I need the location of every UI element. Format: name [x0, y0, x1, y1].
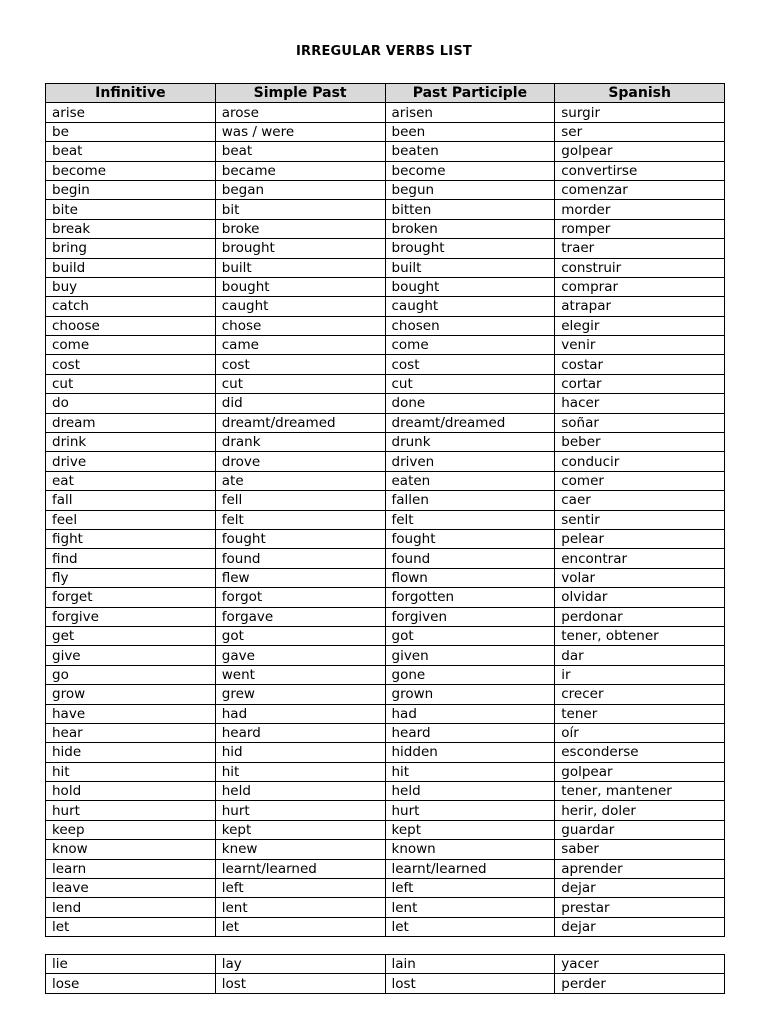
table-row [46, 646, 725, 665]
cell-past-participle: forgiven [385, 607, 555, 626]
cell-spanish: beber [555, 433, 725, 452]
cell-infinitive: be [46, 122, 216, 141]
cell-spanish: venir [555, 336, 725, 355]
header-simple-past: Simple Past [215, 84, 385, 103]
cell-simple-past: broke [215, 219, 385, 238]
cell-simple-past: beat [215, 142, 385, 161]
cell-spanish: guardar [555, 820, 725, 839]
table-row [46, 510, 725, 529]
cell-infinitive: arise [46, 103, 216, 122]
cell-spanish: traer [555, 239, 725, 258]
cell-simple-past: bit [215, 200, 385, 219]
cell-past-participle: done [385, 394, 555, 413]
cell-past-participle: fallen [385, 491, 555, 510]
table-row [46, 394, 725, 413]
table-row [46, 743, 725, 762]
cell-simple-past: lost [215, 974, 385, 993]
cell-past-participle: held [385, 782, 555, 801]
cell-infinitive: forget [46, 588, 216, 607]
cell-simple-past: drank [215, 433, 385, 452]
table-row [46, 549, 725, 568]
cell-simple-past: lent [215, 898, 385, 917]
cell-infinitive: hold [46, 782, 216, 801]
cell-infinitive: get [46, 626, 216, 645]
table-row [46, 239, 725, 258]
cell-simple-past: learnt/learned [215, 859, 385, 878]
table-row [46, 471, 725, 490]
table-row [46, 103, 725, 122]
cell-infinitive: cut [46, 374, 216, 393]
cell-simple-past: gave [215, 646, 385, 665]
cell-past-participle: become [385, 161, 555, 180]
cell-spanish: hacer [555, 394, 725, 413]
cell-past-participle: hit [385, 762, 555, 781]
cell-spanish: yacer [555, 955, 725, 974]
cell-spanish: morder [555, 200, 725, 219]
cell-infinitive: hear [46, 723, 216, 742]
cell-infinitive: leave [46, 879, 216, 898]
cell-infinitive: drive [46, 452, 216, 471]
cell-spanish: aprender [555, 859, 725, 878]
cell-spanish: prestar [555, 898, 725, 917]
cell-past-participle: lost [385, 974, 555, 993]
table-row [46, 316, 725, 335]
cell-simple-past: let [215, 917, 385, 936]
table-row [46, 626, 725, 645]
cell-simple-past: hit [215, 762, 385, 781]
cell-past-participle: had [385, 704, 555, 723]
table-row [46, 355, 725, 374]
table-row [46, 258, 725, 277]
cell-infinitive: bring [46, 239, 216, 258]
cell-simple-past: left [215, 879, 385, 898]
cell-past-participle: dreamt/dreamed [385, 413, 555, 432]
cell-spanish: comer [555, 471, 725, 490]
cell-spanish: herir, doler [555, 801, 725, 820]
cell-infinitive: bite [46, 200, 216, 219]
cell-past-participle: beaten [385, 142, 555, 161]
cell-spanish: ser [555, 122, 725, 141]
cell-past-participle: let [385, 917, 555, 936]
cell-simple-past: cost [215, 355, 385, 374]
verbs-table-body [46, 103, 725, 937]
table-row [46, 433, 725, 452]
table-row [46, 568, 725, 587]
cell-simple-past: held [215, 782, 385, 801]
table-row [46, 898, 725, 917]
cell-spanish: conducir [555, 452, 725, 471]
cell-simple-past: forgave [215, 607, 385, 626]
cell-infinitive: cost [46, 355, 216, 374]
cell-spanish: tener, obtener [555, 626, 725, 645]
table-row [46, 762, 725, 781]
cell-infinitive: forgive [46, 607, 216, 626]
page-title: IRREGULAR VERBS LIST [296, 44, 472, 59]
cell-infinitive: lie [46, 955, 216, 974]
cell-spanish: convertirse [555, 161, 725, 180]
cell-past-participle: begun [385, 180, 555, 199]
cell-past-participle: given [385, 646, 555, 665]
cell-spanish: esconderse [555, 743, 725, 762]
cell-infinitive: fight [46, 529, 216, 548]
cell-spanish: dar [555, 646, 725, 665]
table-row [46, 607, 725, 626]
cell-infinitive: choose [46, 316, 216, 335]
cell-past-participle: been [385, 122, 555, 141]
table-row [46, 723, 725, 742]
cell-infinitive: lend [46, 898, 216, 917]
table-row [46, 180, 725, 199]
cell-infinitive: hurt [46, 801, 216, 820]
table-row [46, 200, 725, 219]
cell-past-participle: arisen [385, 103, 555, 122]
table-row [46, 859, 725, 878]
cell-infinitive: eat [46, 471, 216, 490]
cell-past-participle: flown [385, 568, 555, 587]
table-row [46, 529, 725, 548]
cell-spanish: perdonar [555, 607, 725, 626]
cell-spanish: tener [555, 704, 725, 723]
cell-past-participle: bitten [385, 200, 555, 219]
cell-spanish: romper [555, 219, 725, 238]
table-row [46, 704, 725, 723]
cell-past-participle: driven [385, 452, 555, 471]
table-row [46, 840, 725, 859]
cell-past-participle: known [385, 840, 555, 859]
cell-infinitive: have [46, 704, 216, 723]
cell-past-participle: cost [385, 355, 555, 374]
table-row [46, 974, 725, 993]
cell-simple-past: cut [215, 374, 385, 393]
cell-simple-past: drove [215, 452, 385, 471]
header-past-participle: Past Participle [385, 84, 555, 103]
cell-infinitive: keep [46, 820, 216, 839]
table-row [46, 879, 725, 898]
cell-infinitive: lose [46, 974, 216, 993]
cell-past-participle: hidden [385, 743, 555, 762]
cell-spanish: soñar [555, 413, 725, 432]
cell-past-participle: fought [385, 529, 555, 548]
cell-simple-past: became [215, 161, 385, 180]
cell-past-participle: hurt [385, 801, 555, 820]
cell-spanish: saber [555, 840, 725, 859]
table-row [46, 142, 725, 161]
cell-spanish: comenzar [555, 180, 725, 199]
cell-simple-past: got [215, 626, 385, 645]
cell-infinitive: begin [46, 180, 216, 199]
cell-infinitive: feel [46, 510, 216, 529]
cell-simple-past: forgot [215, 588, 385, 607]
cell-simple-past: fell [215, 491, 385, 510]
cell-spanish: surgir [555, 103, 725, 122]
cell-past-participle: cut [385, 374, 555, 393]
verbs-table-continued-body [46, 955, 725, 994]
cell-spanish: dejar [555, 917, 725, 936]
cell-infinitive: know [46, 840, 216, 859]
table-row [46, 782, 725, 801]
cell-simple-past: had [215, 704, 385, 723]
cell-past-participle: come [385, 336, 555, 355]
cell-simple-past: knew [215, 840, 385, 859]
cell-spanish: tener, mantener [555, 782, 725, 801]
cell-simple-past: bought [215, 277, 385, 296]
cell-past-participle: grown [385, 685, 555, 704]
cell-past-participle: learnt/learned [385, 859, 555, 878]
cell-past-participle: lain [385, 955, 555, 974]
cell-simple-past: lay [215, 955, 385, 974]
table-row [46, 413, 725, 432]
verbs-table-continued [45, 954, 725, 994]
cell-simple-past: heard [215, 723, 385, 742]
cell-past-participle: bought [385, 277, 555, 296]
table-row [46, 219, 725, 238]
cell-infinitive: come [46, 336, 216, 355]
cell-spanish: oír [555, 723, 725, 742]
cell-past-participle: caught [385, 297, 555, 316]
cell-past-participle: built [385, 258, 555, 277]
cell-past-participle: left [385, 879, 555, 898]
cell-infinitive: hit [46, 762, 216, 781]
cell-infinitive: do [46, 394, 216, 413]
cell-past-participle: chosen [385, 316, 555, 335]
cell-infinitive: grow [46, 685, 216, 704]
cell-infinitive: fall [46, 491, 216, 510]
cell-spanish: cortar [555, 374, 725, 393]
cell-infinitive: dream [46, 413, 216, 432]
cell-simple-past: went [215, 665, 385, 684]
cell-simple-past: kept [215, 820, 385, 839]
cell-infinitive: go [46, 665, 216, 684]
table-row [46, 161, 725, 180]
cell-simple-past: chose [215, 316, 385, 335]
header-row [46, 84, 725, 103]
cell-past-participle: found [385, 549, 555, 568]
table-row [46, 374, 725, 393]
table-row [46, 917, 725, 936]
cell-spanish: atrapar [555, 297, 725, 316]
cell-infinitive: learn [46, 859, 216, 878]
cell-spanish: golpear [555, 762, 725, 781]
cell-infinitive: fly [46, 568, 216, 587]
cell-past-participle: brought [385, 239, 555, 258]
cell-simple-past: grew [215, 685, 385, 704]
cell-spanish: construir [555, 258, 725, 277]
table-row [46, 665, 725, 684]
cell-simple-past: flew [215, 568, 385, 587]
cell-past-participle: got [385, 626, 555, 645]
cell-past-participle: kept [385, 820, 555, 839]
cell-simple-past: fought [215, 529, 385, 548]
cell-infinitive: beat [46, 142, 216, 161]
cell-spanish: olvidar [555, 588, 725, 607]
cell-simple-past: did [215, 394, 385, 413]
cell-past-participle: forgotten [385, 588, 555, 607]
table-row [46, 955, 725, 974]
cell-infinitive: drink [46, 433, 216, 452]
cell-simple-past: was / were [215, 122, 385, 141]
cell-simple-past: arose [215, 103, 385, 122]
cell-spanish: sentir [555, 510, 725, 529]
table-row [46, 820, 725, 839]
cell-spanish: pelear [555, 529, 725, 548]
cell-infinitive: become [46, 161, 216, 180]
cell-simple-past: hurt [215, 801, 385, 820]
cell-spanish: perder [555, 974, 725, 993]
cell-infinitive: break [46, 219, 216, 238]
header-spanish: Spanish [555, 84, 725, 103]
cell-spanish: dejar [555, 879, 725, 898]
verbs-table [45, 83, 725, 937]
cell-simple-past: dreamt/dreamed [215, 413, 385, 432]
cell-infinitive: hide [46, 743, 216, 762]
table-row [46, 297, 725, 316]
table-row [46, 277, 725, 296]
cell-spanish: caer [555, 491, 725, 510]
table-row [46, 685, 725, 704]
cell-past-participle: gone [385, 665, 555, 684]
cell-past-participle: broken [385, 219, 555, 238]
cell-spanish: crecer [555, 685, 725, 704]
cell-spanish: golpear [555, 142, 725, 161]
cell-simple-past: brought [215, 239, 385, 258]
cell-spanish: comprar [555, 277, 725, 296]
cell-spanish: volar [555, 568, 725, 587]
table-row [46, 336, 725, 355]
cell-past-participle: heard [385, 723, 555, 742]
cell-infinitive: let [46, 917, 216, 936]
cell-infinitive: catch [46, 297, 216, 316]
cell-infinitive: buy [46, 277, 216, 296]
cell-infinitive: find [46, 549, 216, 568]
cell-simple-past: ate [215, 471, 385, 490]
cell-simple-past: hid [215, 743, 385, 762]
cell-simple-past: found [215, 549, 385, 568]
table-row [46, 122, 725, 141]
cell-infinitive: give [46, 646, 216, 665]
cell-past-participle: felt [385, 510, 555, 529]
table-row [46, 588, 725, 607]
cell-spanish: encontrar [555, 549, 725, 568]
cell-spanish: elegir [555, 316, 725, 335]
table-row [46, 491, 725, 510]
cell-past-participle: drunk [385, 433, 555, 452]
cell-simple-past: came [215, 336, 385, 355]
cell-past-participle: eaten [385, 471, 555, 490]
cell-simple-past: caught [215, 297, 385, 316]
cell-past-participle: lent [385, 898, 555, 917]
cell-spanish: costar [555, 355, 725, 374]
cell-spanish: ir [555, 665, 725, 684]
cell-infinitive: build [46, 258, 216, 277]
table-row [46, 452, 725, 471]
header-infinitive: Infinitive [46, 84, 216, 103]
cell-simple-past: built [215, 258, 385, 277]
table-row [46, 801, 725, 820]
cell-simple-past: felt [215, 510, 385, 529]
cell-simple-past: began [215, 180, 385, 199]
